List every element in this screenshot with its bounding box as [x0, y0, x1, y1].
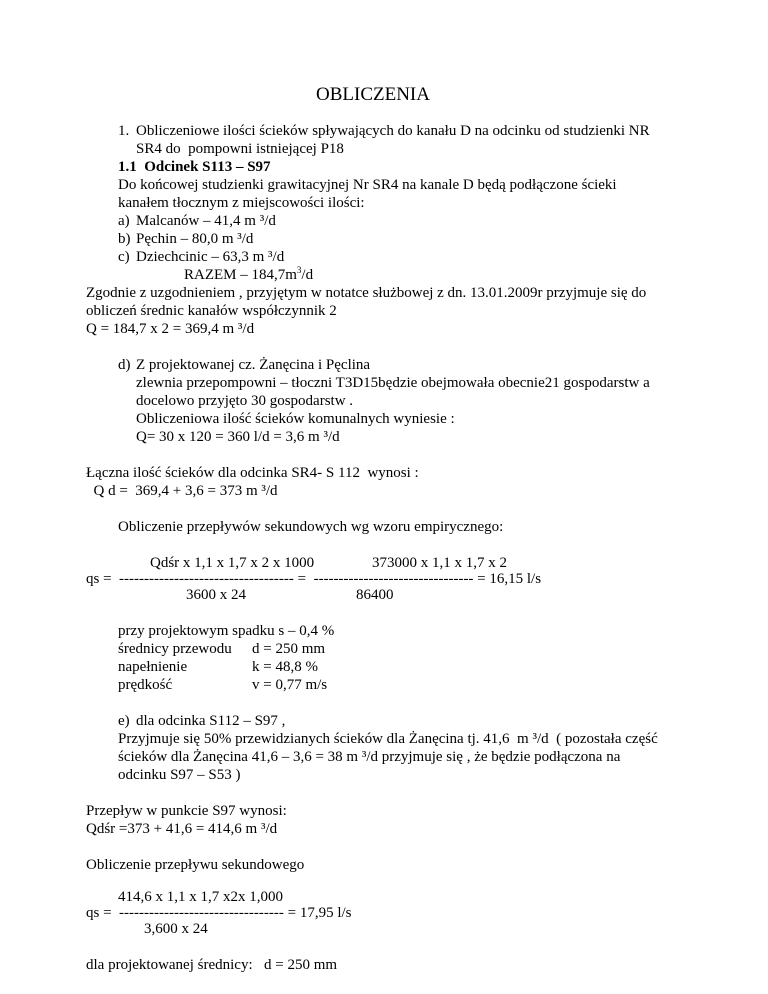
param-velocity-value: v = 0,77 m/s — [252, 677, 328, 693]
param-diameter-label: średnicy przewodu — [118, 641, 232, 657]
item-d-line5: Q= 30 x 120 = 360 l/d = 3,6 m ³/d — [136, 429, 340, 445]
source-label-b: b) — [118, 231, 131, 247]
param-diameter-value: d = 250 mm — [252, 641, 326, 657]
page-title: OBLICZENIA — [316, 84, 430, 105]
flow-s97-line1: Przepływ w punkcie S97 wynosi: — [86, 803, 287, 819]
param-velocity-label: prędkość — [118, 677, 173, 693]
formula1-denominator-right: 86400 — [356, 587, 394, 603]
source-label-a: a) — [118, 213, 130, 229]
formula1-denominator-left: 3600 x 24 — [186, 587, 246, 603]
diameter-value: d = 250 mm — [264, 957, 338, 973]
razem-sup: 3 — [296, 265, 302, 275]
section-heading-line1: Obliczeniowe ilości ścieków spływających do kanału D na odcinku od studzienki NR — [136, 123, 650, 139]
item-d-line2: zlewnia przepompowni – tłoczni T3D15będzie obejmowała obecnie21 gospodarstw a — [136, 375, 650, 391]
source-text-c: Dziechcinic – 63,3 m ³/d — [136, 249, 285, 265]
item-e-line2: Przyjmuje się 50% przewidzianych ścieków dla Żanęcina tj. 41,6 m ³/d ( pozostała część — [118, 731, 658, 747]
agreement-line2: obliczeń średnic kanałów współczynnik 2 — [86, 303, 337, 319]
razem-total — [184, 266, 313, 284]
razem-prefix: RAZEM – 184,7m — [184, 267, 297, 283]
param-slope: przy projektowym spadku s – 0,4 % — [118, 623, 335, 639]
formula2-fraction-line: qs = --------------------------------- = 17,95 l/s — [86, 905, 352, 921]
source-text-a: Malcanów – 41,4 m ³/d — [136, 213, 276, 229]
item-e-line4: odcinku S97 – S53 ) — [118, 767, 241, 783]
param-fill-value: k = 48,8 % — [252, 659, 318, 675]
empirical-heading: Obliczenie przepływów sekundowych wg wzoru empirycznego: — [118, 519, 504, 535]
razem-suffix: /d — [301, 267, 314, 283]
diameter-label: dla projektowanej średnicy: — [86, 957, 253, 973]
intro-line2: kanałem tłocznym z miejscowości ilości: — [118, 195, 365, 211]
item-e-line3: ścieków dla Żanęcina 41,6 – 3,6 = 38 m ³/d przyjmuje się , że będzie podłączona na — [118, 749, 621, 765]
formula1-fraction-line: qs = ----------------------------------- = -------------------------------- = 16,15 l/s — [86, 571, 542, 587]
q-formula: Q = 184,7 x 2 = 369,4 m ³/d — [86, 321, 255, 337]
total-line2: Q d = 369,4 + 3,6 = 373 m ³/d — [86, 483, 278, 499]
formula1-numerator-right: 373000 x 1,1 x 1,7 x 2 — [372, 555, 507, 571]
item-d-line4: Obliczeniowa ilość ścieków komunalnych wyniesie : — [136, 411, 455, 427]
item-d-label: d) — [118, 357, 131, 373]
intro-line1: Do końcowej studzienki grawitacyjnej Nr SR4 na kanale D będą podłączone ścieki — [118, 177, 617, 193]
section-heading-line2: SR4 do pompowni istniejącej P18 — [136, 141, 344, 157]
item-d-line1: Z projektowanej cz. Żanęcina i Pęclina — [136, 357, 371, 373]
item-d-line3: docelowo przyjęto 30 gospodarstw . — [136, 393, 354, 409]
formula2-denominator: 3,600 x 24 — [144, 921, 208, 937]
source-text-b: Pęchin – 80,0 m ³/d — [136, 231, 254, 247]
total-line1: Łączna ilość ścieków dla odcinka SR4- S 112 wynosi : — [86, 465, 419, 481]
section-number: 1. — [118, 123, 130, 139]
flow-s97-line2: Qdśr =373 + 41,6 = 414,6 m ³/d — [86, 821, 278, 837]
item-e-line1: dla odcinka S112 – S97 , — [136, 713, 286, 729]
item-e-label: e) — [118, 713, 130, 729]
param-fill-label: napełnienie — [118, 659, 188, 675]
formula2-numerator: 414,6 x 1,1 x 1,7 x2x 1,000 — [118, 889, 283, 905]
subsection-heading: 1.1 Odcinek S113 – S97 — [118, 159, 271, 175]
agreement-line1: Zgodnie z uzgodnieniem , przyjętym w notatce służbowej z dn. 13.01.2009r przyjmuje się do — [86, 285, 647, 301]
second-heading: Obliczenie przepływu sekundowego — [86, 857, 305, 873]
formula1-numerator-left: Qdśr x 1,1 x 1,7 x 2 x 1000 — [150, 555, 315, 571]
source-label-c: c) — [118, 249, 130, 265]
